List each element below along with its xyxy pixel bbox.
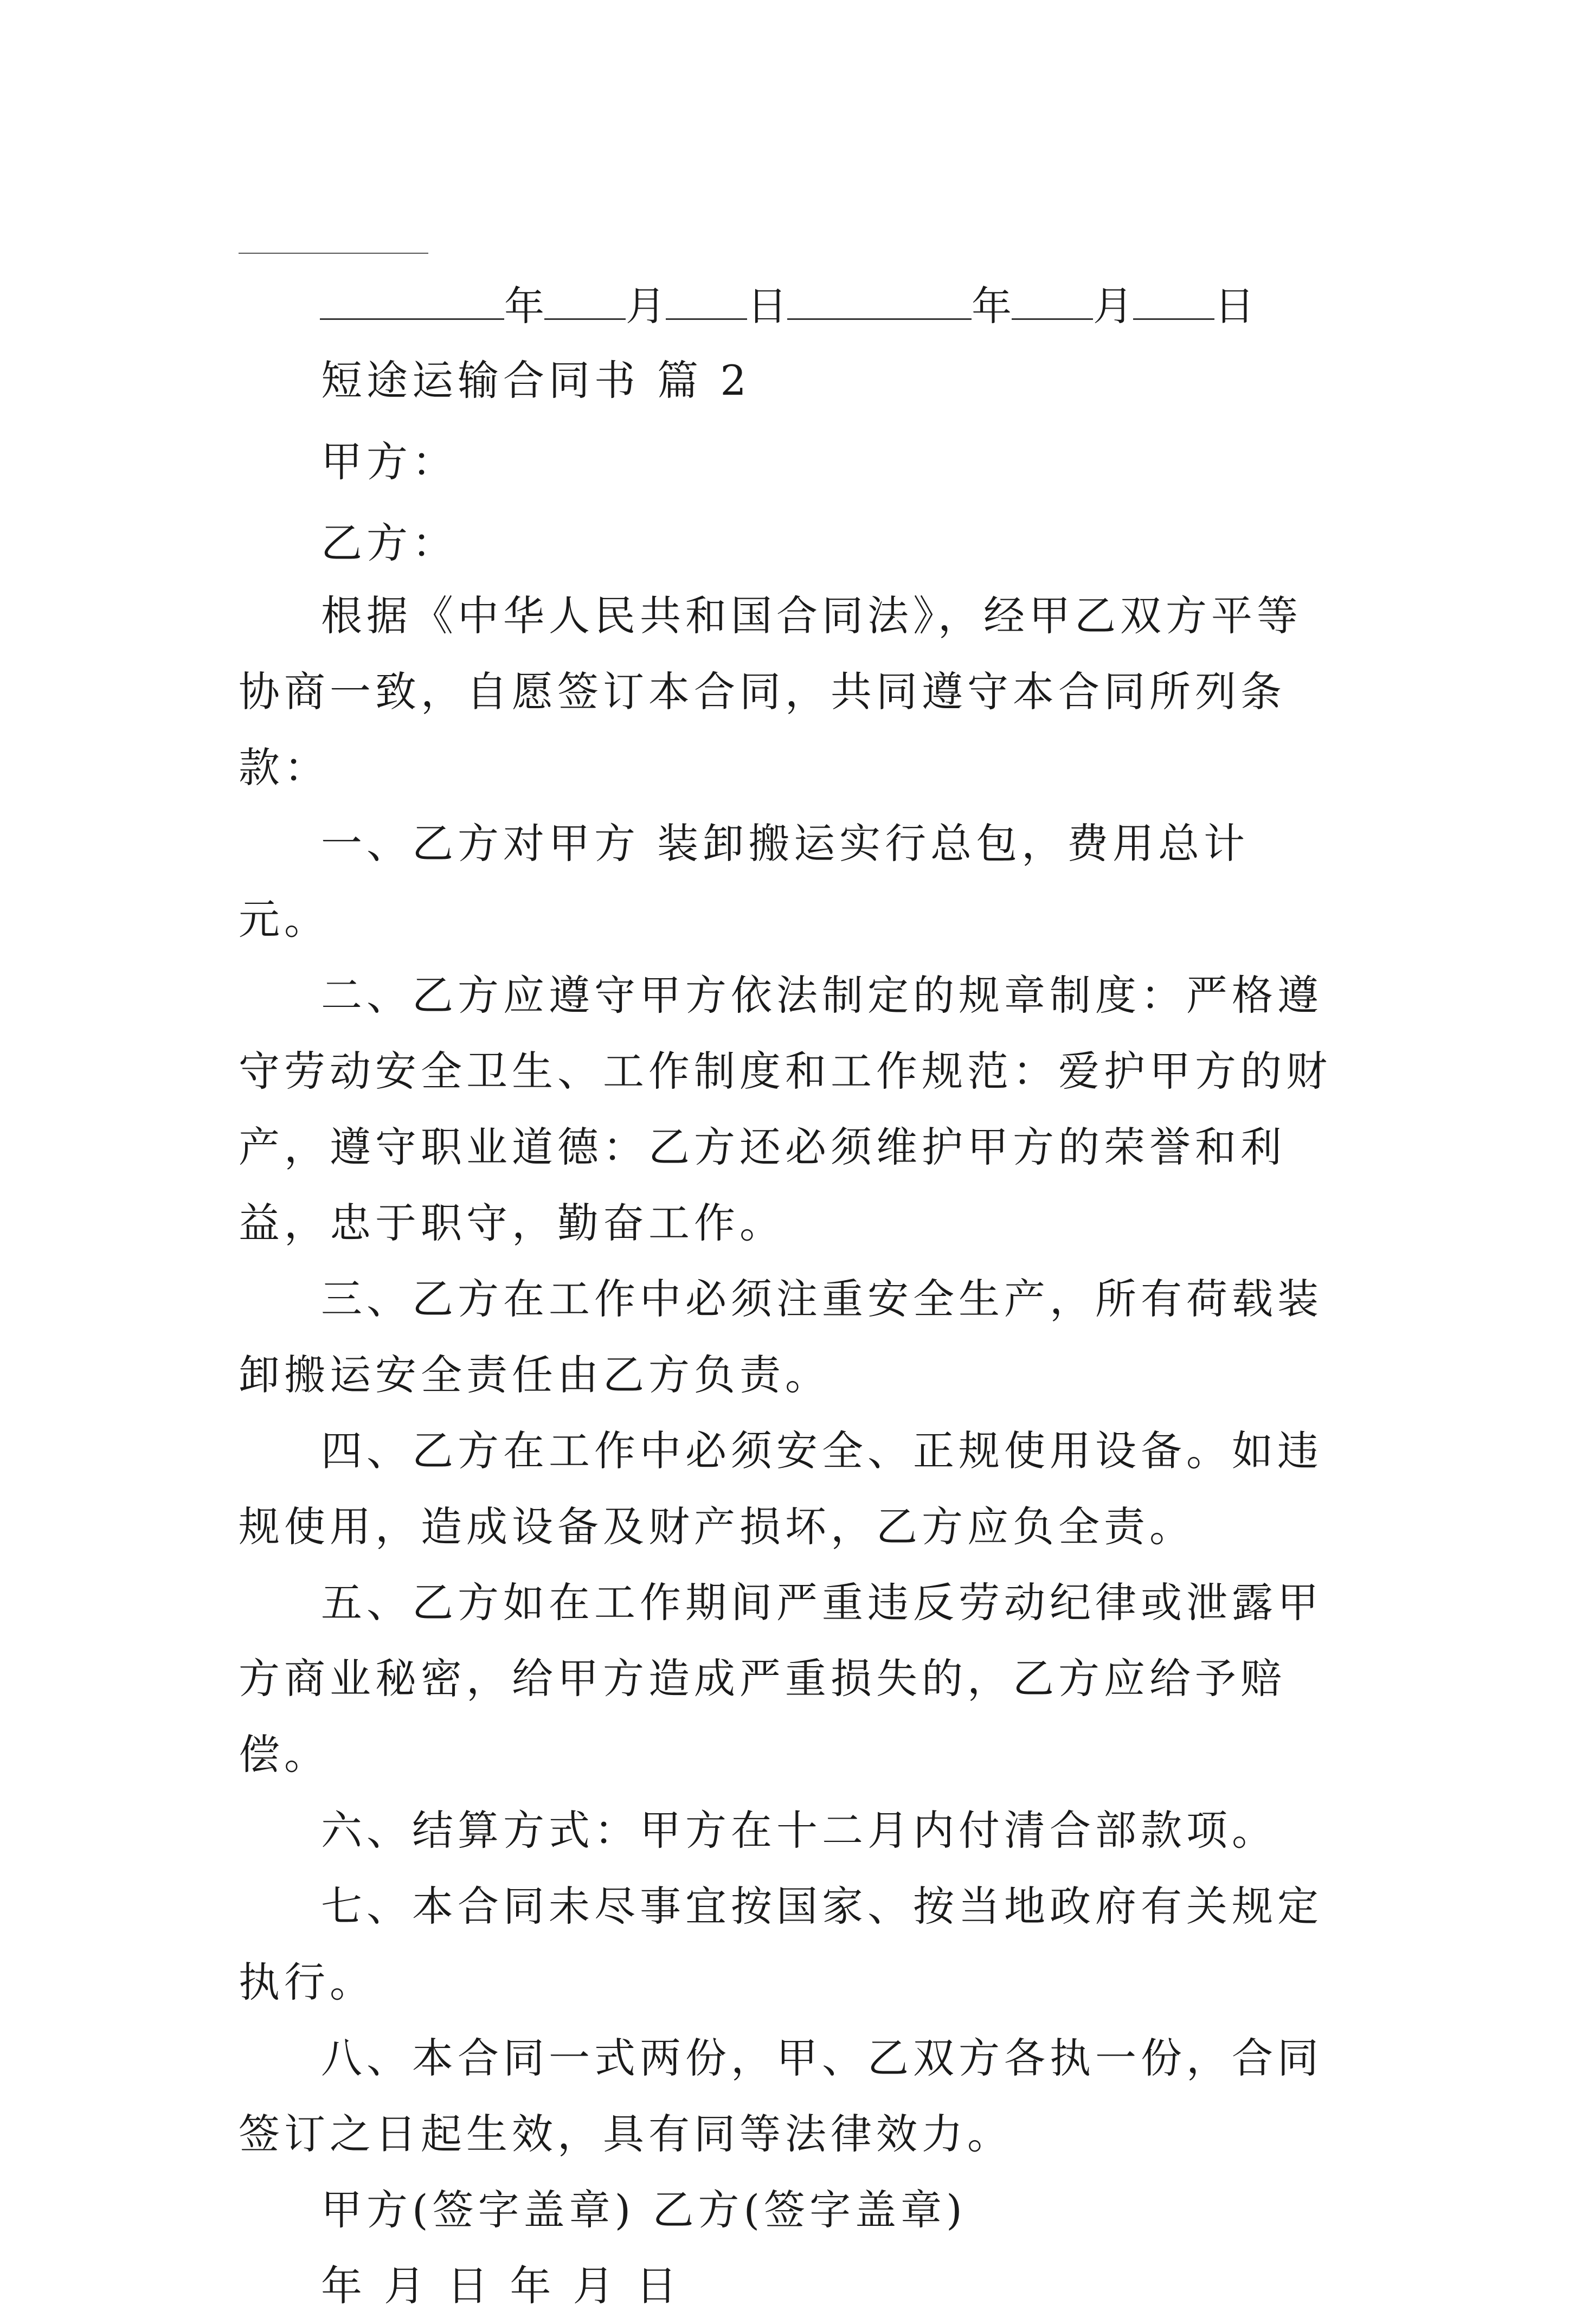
signature-line: 甲方(签字盖章) 乙方(签字盖章)	[321, 2186, 967, 2234]
clause-1: 一、乙方对甲方 装卸搬运实行总包，费用总计 元。	[239, 819, 1250, 943]
clause-7: 七、本合同未尽事宜按国家、按当地政府有关规定执行。	[239, 1882, 1323, 2006]
clause-8: 八、本合同一式两份，甲、乙双方各执一份，合同签订之日起生效，具有同等法律效力。	[239, 2034, 1323, 2158]
signature-date-line: 年 月 日 年 月 日	[321, 2262, 681, 2310]
clause-5: 五、乙方如在工作期间严重违反劳动纪律或泄露甲方商业秘密，给甲方造成严重损失的，乙方应给予赔偿。	[239, 1578, 1323, 1779]
blank-line	[1012, 283, 1093, 320]
month-label: 月	[626, 283, 666, 330]
month-label: 月	[1093, 283, 1133, 330]
blank-line	[787, 283, 972, 320]
contract-body	[239, 578, 1345, 2324]
clause-4: 四、乙方在工作中必须安全、正规使用设备。如违规使用，造成设备及财产损坏，乙方应负全责。	[239, 1427, 1323, 1551]
blank-line	[320, 283, 504, 320]
date-line	[320, 282, 1255, 331]
document-title: 短途运输合同书 篇 2	[321, 356, 751, 405]
intro-paragraph: 根据《中华人民共和国合同法》，经甲乙双方平等协商一致，自愿签订本合同，共同遵守本合同所列条款：	[239, 592, 1302, 792]
day-label: 日	[747, 283, 787, 330]
year-label: 年	[504, 283, 544, 330]
clause-3: 三、乙方在工作中必须注重安全生产，所有荷载装卸搬运安全责任由乙方负责。	[239, 1275, 1323, 1399]
blank-line	[666, 283, 747, 320]
party-a-label: 甲方：	[321, 438, 458, 486]
top-rule	[239, 253, 428, 254]
clause-2: 二、乙方应遵守甲方依法制定的规章制度：严格遵守劳动安全卫生、工作制度和工作规范：爱护甲方的财产，遵守职业道德：乙方还必须维护甲方的荣誉和利益，忠于职守，勤奋工作。	[239, 971, 1332, 1247]
day-label: 日	[1214, 283, 1255, 330]
year-label: 年	[972, 283, 1012, 330]
blank-line	[1133, 283, 1214, 320]
clause-6: 六、结算方式：甲方在十二月内付清合部款项。	[321, 1806, 1277, 1854]
blank-line	[544, 283, 626, 320]
party-b-label: 乙方：	[321, 519, 458, 567]
